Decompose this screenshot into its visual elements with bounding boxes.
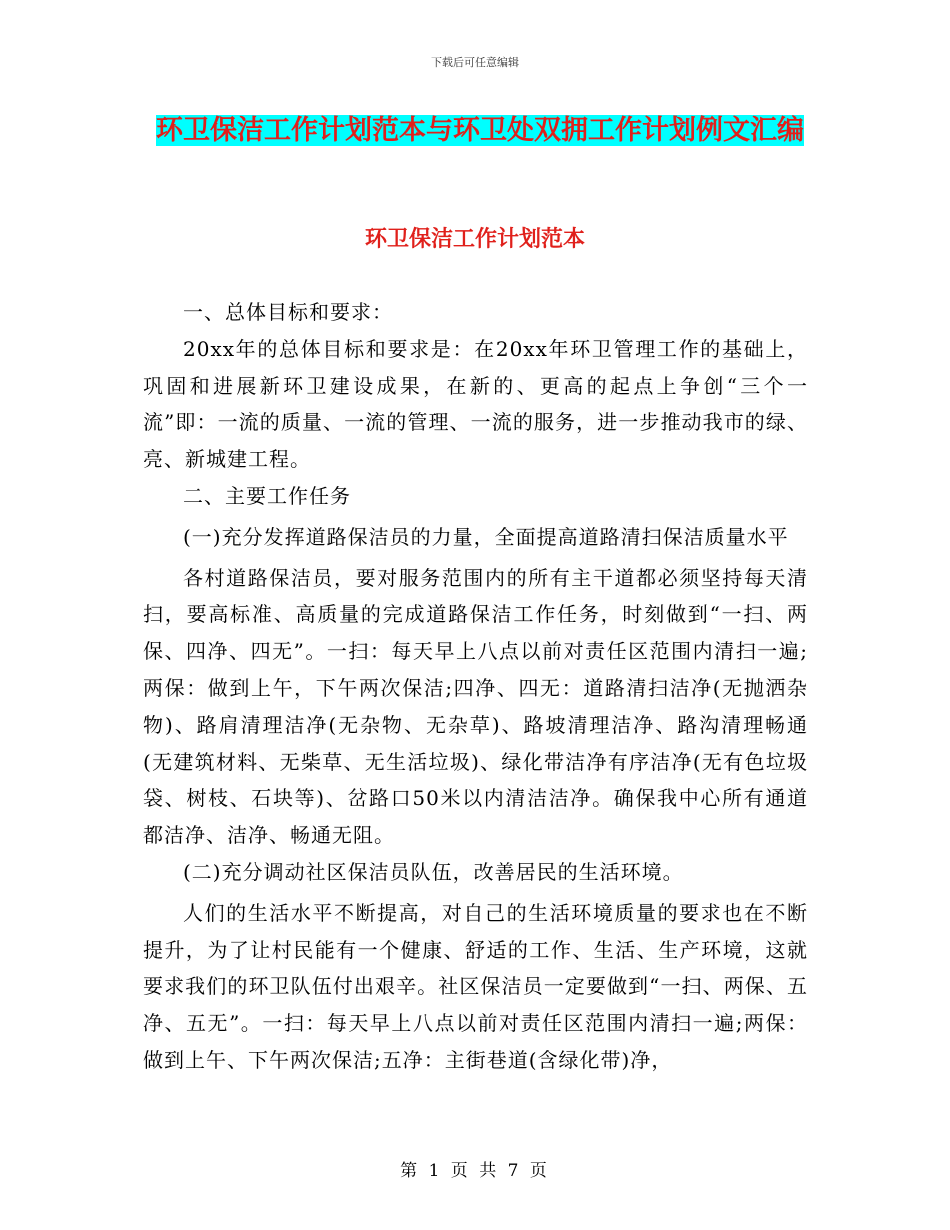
- heading-main-tasks: 二、主要工作任务: [183, 483, 351, 508]
- paragraph-community-cleaning: 人们的生活水平不断提高，对自己的生活环境质量的要求也在不断提升，为了让村民能有一个健康、舒适的工作、生活、生产环境，这就要求我们的环卫队伍付出艰辛。社区保洁员一定要做到“一扫、两保、五净、五无”。一扫：每天早上八点以前对责任区范围内清扫一遍;两保：做到上午、下午两次保洁;五净：主街巷道(含绿化带)净，: [143, 900, 808, 1072]
- paragraph-road-cleaning: 各村道路保洁员，要对服务范围内的所有主干道都必须坚持每天清扫，要高标准、高质量的完成道路保洁工作任务，时刻做到“一扫、两保、四净、四无”。一扫：每天早上八点以前对责任区范围内清扫一遍;两保：做到上午，下午两次保洁;四净、四无：道路清扫洁净(无抛洒杂物)、路肩清理洁净(无杂物、无杂草)、路坡清理洁净、路沟清理畅通(无建筑材料、无柴草、无生活垃圾)、绿化带洁净有序洁净(无有色垃圾袋、树枝、石块等)、岔路口50米以内清洁洁净。确保我中心所有通道都洁净、洁净、畅通无阻。: [143, 565, 808, 848]
- document-title-text: 环卫保洁工作计划范本与环卫处双拥工作计划例文汇编: [156, 115, 804, 146]
- header-note: 下载后可任意编辑: [431, 56, 519, 69]
- subheading-road-cleaners: (一)充分发挥道路保洁员的力量，全面提高道路清扫保洁质量水平: [183, 524, 789, 549]
- document-body: [143, 294, 808, 1079]
- paragraph-overall-goals: 20xx年的总体目标和要求是：在20xx年环卫管理工作的基础上，巩固和进展新环卫建设成果，在新的、更高的起点上争创“三个一流”即：一流的质量、一流的管理、一流的服务，进一步推动我市的绿、亮、新城建工程。: [143, 336, 808, 472]
- section-title: 环卫保洁工作计划范本: [364, 226, 585, 252]
- subheading-community-cleaners: (二)充分调动社区保洁员队伍，改善居民的生活环境。: [183, 859, 684, 884]
- document-title: [140, 108, 820, 154]
- page-number: 第 1 页 共 7 页: [400, 1161, 550, 1181]
- heading-overall-goals: 一、总体目标和要求：: [183, 300, 393, 324]
